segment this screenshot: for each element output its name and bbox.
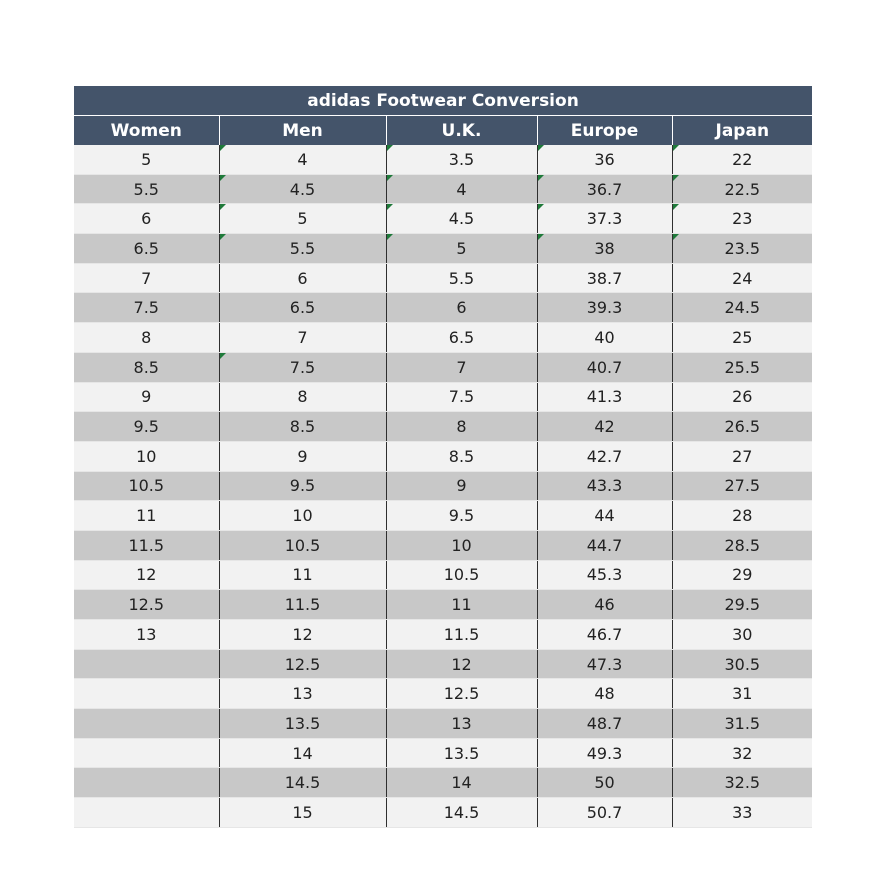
cell-men: 5 [219,204,386,234]
cell-women: 9.5 [74,412,219,442]
cell-men: 14.5 [219,768,386,798]
cell-women: 5 [74,145,219,174]
cell-europe: 46.7 [537,620,672,650]
cell-japan: 22 [672,145,812,174]
table-row [74,234,812,264]
cell-japan: 27.5 [672,471,812,501]
cell-uk: 14.5 [386,798,537,828]
cell-japan: 25 [672,323,812,353]
cell-women: 11.5 [74,530,219,560]
cell-women: 12 [74,560,219,590]
cell-women: 9 [74,382,219,412]
cell-uk: 6.5 [386,323,537,353]
cell-japan: 22.5 [672,174,812,204]
header-row [74,116,812,146]
cell-women: 11 [74,501,219,531]
cell-europe: 36.7 [537,174,672,204]
table-body [74,145,812,827]
cell-men: 10.5 [219,530,386,560]
cell-women: 10.5 [74,471,219,501]
cell-europe: 40 [537,323,672,353]
cell-women [74,709,219,739]
cell-japan: 29 [672,560,812,590]
cell-uk: 12 [386,649,537,679]
table-row [74,323,812,353]
cell-women: 6 [74,204,219,234]
cell-uk: 5.5 [386,263,537,293]
table-row [74,263,812,293]
table-row [74,649,812,679]
cell-men: 7 [219,323,386,353]
cell-uk: 4.5 [386,204,537,234]
cell-men: 7.5 [219,352,386,382]
table-row [74,738,812,768]
cell-europe: 48.7 [537,709,672,739]
cell-europe: 40.7 [537,352,672,382]
cell-men: 8 [219,382,386,412]
cell-uk: 3.5 [386,145,537,174]
cell-japan: 26 [672,382,812,412]
cell-japan: 26.5 [672,412,812,442]
table-row [74,352,812,382]
cell-europe: 38.7 [537,263,672,293]
cell-europe: 41.3 [537,382,672,412]
cell-japan: 28.5 [672,530,812,560]
table-row [74,620,812,650]
cell-uk: 5 [386,234,537,264]
cell-women [74,649,219,679]
cell-men: 14 [219,738,386,768]
cell-europe: 42 [537,412,672,442]
column-header-japan: Japan [672,116,812,146]
cell-europe: 50.7 [537,798,672,828]
table-row [74,530,812,560]
cell-uk: 12.5 [386,679,537,709]
cell-europe: 44 [537,501,672,531]
cell-women: 12.5 [74,590,219,620]
cell-men: 13.5 [219,709,386,739]
cell-men: 9.5 [219,471,386,501]
cell-women: 5.5 [74,174,219,204]
cell-uk: 8 [386,412,537,442]
cell-men: 4 [219,145,386,174]
cell-uk: 7.5 [386,382,537,412]
cell-japan: 29.5 [672,590,812,620]
cell-europe: 46 [537,590,672,620]
cell-men: 9 [219,441,386,471]
cell-women: 6.5 [74,234,219,264]
cell-uk: 4 [386,174,537,204]
cell-women [74,679,219,709]
cell-europe: 42.7 [537,441,672,471]
cell-uk: 6 [386,293,537,323]
cell-japan: 32 [672,738,812,768]
column-header-men: Men [219,116,386,146]
cell-uk: 10.5 [386,560,537,590]
cell-japan: 25.5 [672,352,812,382]
table-row [74,293,812,323]
cell-uk: 13.5 [386,738,537,768]
cell-europe: 45.3 [537,560,672,590]
cell-europe: 48 [537,679,672,709]
cell-men: 8.5 [219,412,386,442]
cell-women [74,738,219,768]
table-row [74,174,812,204]
cell-japan: 31 [672,679,812,709]
table-row [74,145,812,174]
cell-men: 5.5 [219,234,386,264]
cell-women [74,768,219,798]
column-header-women: Women [74,116,219,146]
cell-women [74,798,219,828]
column-header-europe: Europe [537,116,672,146]
table-title: adidas Footwear Conversion [74,86,812,116]
cell-japan: 23 [672,204,812,234]
table-row [74,798,812,828]
table-row [74,204,812,234]
cell-men: 11.5 [219,590,386,620]
cell-women: 7 [74,263,219,293]
table-row [74,471,812,501]
cell-japan: 33 [672,798,812,828]
cell-japan: 32.5 [672,768,812,798]
cell-uk: 11 [386,590,537,620]
table-row [74,560,812,590]
cell-europe: 39.3 [537,293,672,323]
cell-women: 10 [74,441,219,471]
cell-men: 6.5 [219,293,386,323]
cell-europe: 37.3 [537,204,672,234]
cell-men: 12 [219,620,386,650]
cell-uk: 7 [386,352,537,382]
cell-japan: 30.5 [672,649,812,679]
cell-europe: 44.7 [537,530,672,560]
cell-uk: 9 [386,471,537,501]
table-row [74,768,812,798]
cell-europe: 49.3 [537,738,672,768]
cell-men: 12.5 [219,649,386,679]
table-row [74,709,812,739]
cell-europe: 47.3 [537,649,672,679]
table-row [74,501,812,531]
cell-japan: 24 [672,263,812,293]
cell-japan: 31.5 [672,709,812,739]
table-row [74,679,812,709]
table-row [74,590,812,620]
column-header-uk: U.K. [386,116,537,146]
cell-uk: 9.5 [386,501,537,531]
cell-uk: 11.5 [386,620,537,650]
cell-uk: 8.5 [386,441,537,471]
cell-japan: 23.5 [672,234,812,264]
cell-europe: 50 [537,768,672,798]
conversion-table [74,86,812,828]
cell-europe: 36 [537,145,672,174]
cell-japan: 27 [672,441,812,471]
cell-men: 4.5 [219,174,386,204]
cell-women: 8 [74,323,219,353]
title-row [74,86,812,116]
cell-men: 15 [219,798,386,828]
cell-europe: 43.3 [537,471,672,501]
cell-uk: 10 [386,530,537,560]
table-row [74,412,812,442]
table-row [74,441,812,471]
cell-men: 11 [219,560,386,590]
cell-women: 8.5 [74,352,219,382]
cell-men: 10 [219,501,386,531]
cell-europe: 38 [537,234,672,264]
cell-uk: 14 [386,768,537,798]
cell-japan: 30 [672,620,812,650]
cell-men: 6 [219,263,386,293]
cell-women: 13 [74,620,219,650]
cell-women: 7.5 [74,293,219,323]
cell-japan: 28 [672,501,812,531]
cell-men: 13 [219,679,386,709]
table-row [74,382,812,412]
cell-uk: 13 [386,709,537,739]
cell-japan: 24.5 [672,293,812,323]
